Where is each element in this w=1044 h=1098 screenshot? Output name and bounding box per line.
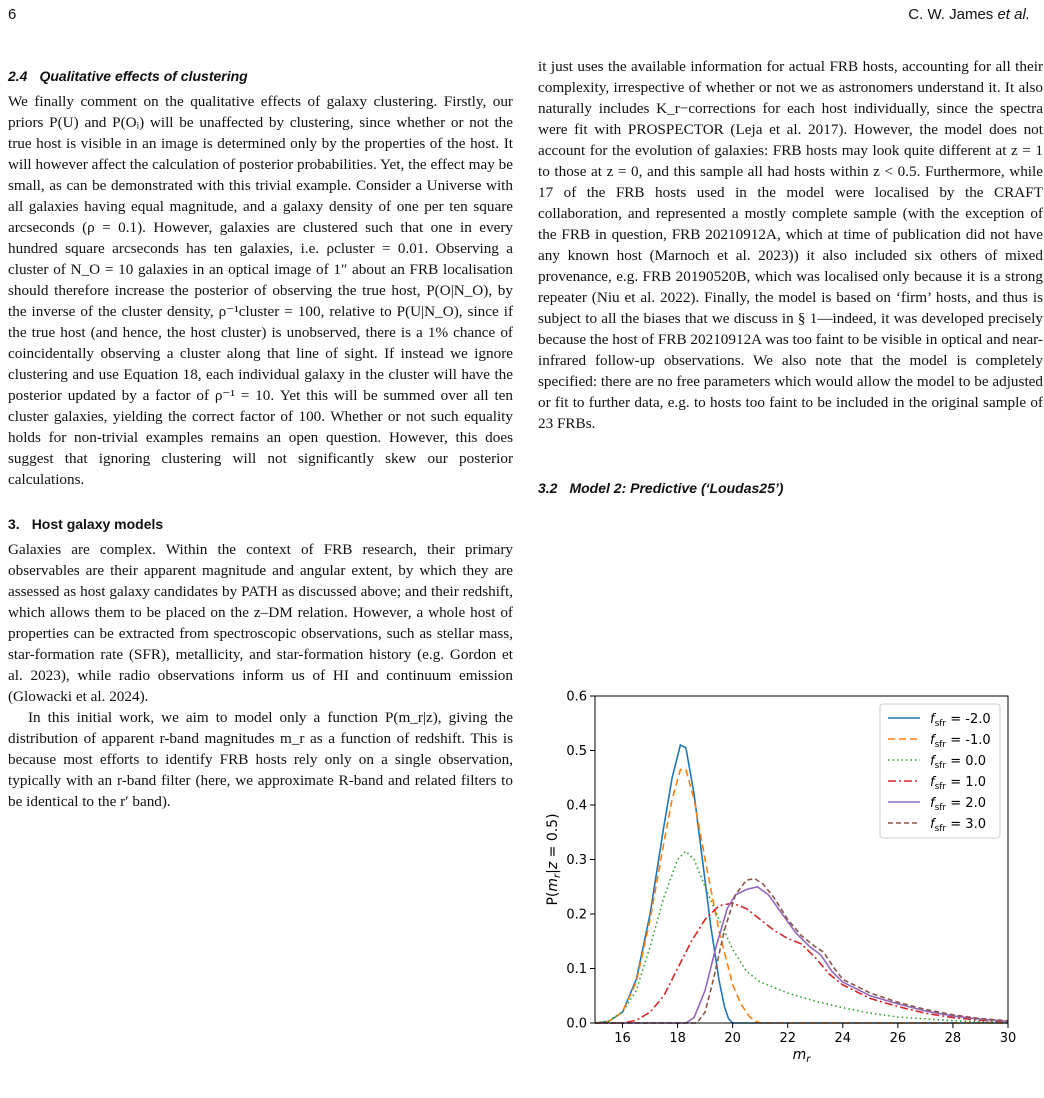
x-tick-label: 22 (779, 1031, 797, 1046)
section-2-4-paragraph: We finally comment on the qualitative effects of galaxy clustering. Firstly, our priors P(U) and P(Oᵢ) will be unaffected by clustering, since whether or not the true host is visible in an image is determined only by the properties of the host. It will however affect the calculation of posterior probabilities. Yet, the effect may be small, as can be demonstrated with this trivial example. Consider a Universe with all galaxies having equal magnitude, and a galaxy density of one per ten square arcseconds (ρ = 0.1). However, galaxies are clustered such that one in every hundred square arcseconds has ten galaxies, i.e. ρcluster = 0.01. Observing a cluster of N_O = 10 galaxies in an optical image of 1″ about an FRB localisation should therefore increase the posterior of observing the true host, P(O|N_O), by the inverse of the cluster density, ρ⁻¹cluster = 100, relative to P(U|N_O), since if the true host (and hence, the host cluster) is unobserved, there is a 1% chance of coincidentally observing a cluster along that line of sight. If instead we ignore clustering and use Equation 18, each individual galaxy in the cluster will have the posterior updated by a factor of ρ⁻¹ = 10. Yet this will be summed over all ten cluster galaxies, yielding the correct factor of 100. Whether or not such equality holds for non-trivial examples remains an open question. However, this does suggest that ignoring clustering will not significantly skew our posterior calculations. (8, 93, 513, 488)
section-number: 3.2 (538, 480, 558, 496)
section-number: 3. (8, 516, 20, 532)
x-tick-label: 24 (834, 1031, 852, 1046)
x-tick-label: 28 (944, 1031, 962, 1046)
y-tick-label: 0.5 (566, 744, 587, 759)
x-tick-label: 18 (669, 1031, 686, 1046)
left-column (8, 62, 513, 812)
series-line-4 (595, 903, 1008, 1023)
y-axis-label: $P(m_r|z = 0.5)$ (545, 813, 563, 906)
right-column (538, 56, 1043, 503)
section-title: Qualitative effects of clustering (39, 68, 248, 84)
series-line-5 (595, 887, 1008, 1023)
y-tick-label: 0.6 (566, 689, 587, 705)
y-tick-label: 0.2 (566, 907, 587, 923)
section-3-paragraph-2: In this initial work, we aim to model only a function P(m_r|z), giving the distribution of apparent r-band magnitudes m_r as a function of redshift. This is because most efforts to identify FRB hosts rely only on a single observation, typically with an r-band filter (here, we approximate R-band and related filters to be identical to the r′ band). (8, 709, 513, 810)
x-tick-label: 26 (889, 1031, 907, 1046)
author-name: C. W. James (908, 6, 994, 23)
series-line-6 (595, 879, 1008, 1023)
section-title: Host galaxy models (31, 516, 164, 532)
section-2-4-heading (8, 66, 513, 87)
y-tick-label: 0.0 (566, 1016, 587, 1032)
right-paragraph-1: it just uses the available information for actual FRB hosts, accounting for all their complexity, irrespective of whether or not we as astronomers understand it. It also naturally includes K_r−corrections for each host individually, since the spectra were fit with PROSPECTOR (Leja et al. 2017). However, the model does not account for the evolution of galaxies: FRB hosts may look quite different at z = 1 to those at z = 0, and this sample all had hosts within z < 0.5. Furthermore, while 17 of the FRB hosts used in the model were localised by the CRAFT collaboration, and represented a mostly complete sample (with the exception of the FRB in question, FRB 20210912A, which at time of publication did not have any known host (Marnoch et al. 2023)) it also included six others of mixed provenance, e.g. FRB 20190520B, which was localised only because it is a strong repeater (Niu et al. 2022). Finally, the model is based on ‘firm’ hosts, and thus is subject to all the biases that we discuss in § 1—indeed, it was developed precisely because the host of FRB 20210912A was too faint to be visible in optical and near-infrared follow-up observations. We also note that the model is completely specified: there are no free parameters which would allow the model to be adjusted or fit to further data, e.g. to hosts too faint to be included in the original sample of 23 FRBs. (538, 58, 1043, 432)
y-tick-label: 0.4 (566, 798, 587, 814)
legend-label: $f_{sfr} = 1.0$ (930, 775, 986, 792)
section-title: Model 2: Predictive (‘Loudas25’) (569, 480, 784, 496)
figure-caption-fragment (538, 1090, 1043, 1098)
x-tick-label: 16 (614, 1031, 631, 1046)
legend-label: $f_{sfr} = -1.0$ (930, 733, 991, 750)
page-number: 6 (8, 6, 17, 23)
chart-svg (545, 686, 1025, 1086)
section-3-paragraph-1: Galaxies are complex. Within the context of FRB research, their primary observables are their apparent magnitude and angular extent, by which they are assessed as host galaxy candidates by PATH as discussed above; and their redshift, which allows them to be placed on the z–DM relation. However, a whole host of properties can be extracted from spectroscopic observations, such as stellar mass, star-formation rate (SFR), metallicity, and star-formation history (e.g. Gordon et al. 2023), while radio observations inform us of HI and continuum emission (Glowacki et al. 2024). (8, 541, 513, 705)
running-head (908, 6, 1030, 23)
legend-label: $f_{sfr} = 3.0$ (930, 817, 986, 834)
author-et-al: et al. (997, 6, 1030, 23)
x-tick-label: 30 (999, 1031, 1017, 1046)
y-tick-label: 0.1 (566, 962, 587, 977)
section-number: 2.4 (8, 68, 28, 84)
figure-magnitude-distribution (545, 686, 1025, 1086)
x-tick-label: 20 (724, 1031, 741, 1046)
legend-label: $f_{sfr} = 0.0$ (930, 754, 986, 771)
x-axis-label: $m_r$ (792, 1047, 811, 1065)
legend-label: $f_{sfr} = -2.0$ (930, 712, 991, 729)
legend-label: $f_{sfr} = 2.0$ (930, 796, 986, 813)
y-tick-label: 0.3 (566, 853, 587, 868)
section-3-heading (8, 514, 513, 535)
section-3-2-heading (538, 478, 1043, 499)
